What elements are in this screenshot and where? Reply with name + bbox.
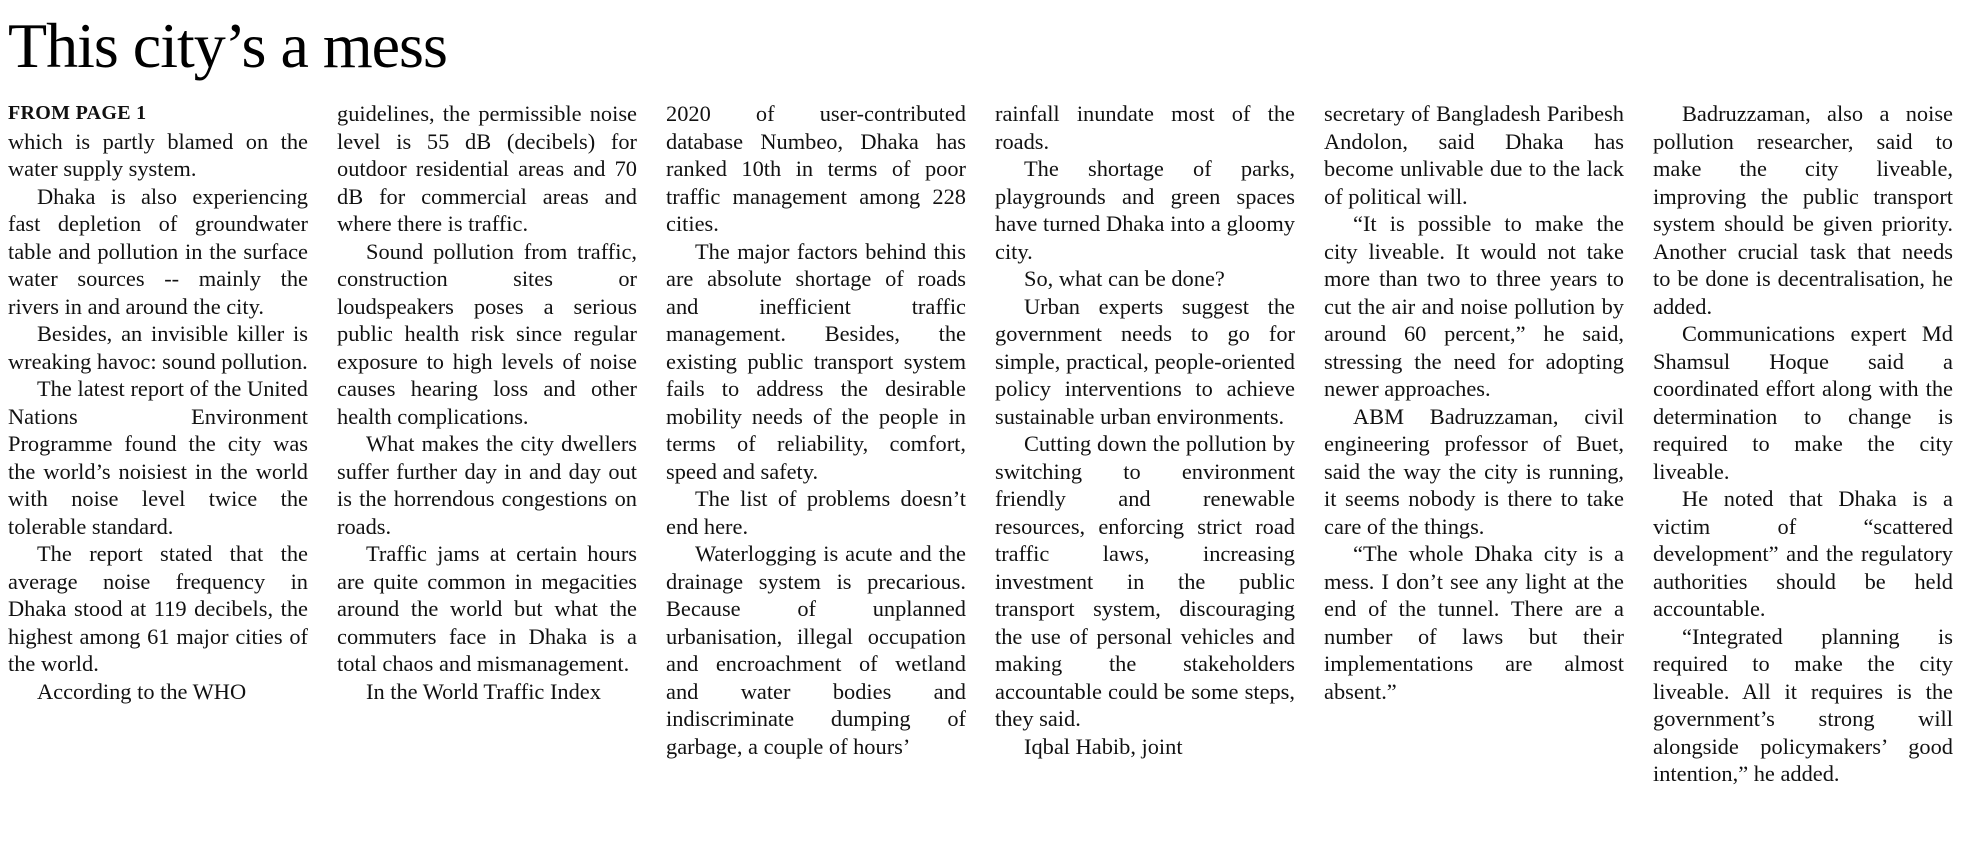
paragraph: “It is possible to make the city liveable. It would not take more than two to three years to cut the air and noise pollution by around 60 percent,” he said, stressing the need for adopting newer approaches.	[1324, 211, 1624, 401]
paragraph: The report stated that the average noise frequency in Dhaka stood at 119 decibels, the highest among 61 major cities of the world.	[8, 541, 308, 676]
headline: This city’s a mess	[8, 10, 447, 81]
paragraph: guidelines, the permissible noise level is 55 dB (decibels) for outdoor residential areas and 70 dB for commercial areas and where there is traffic.	[337, 101, 637, 236]
paragraph: “The whole Dhaka city is a mess. I don’t see any light at the end of the tunnel. There are a number of laws but their implementations are almost absent.”	[1324, 541, 1624, 704]
paragraph: The shortage of parks, playgrounds and green spaces have turned Dhaka into a gloomy city.	[995, 156, 1295, 264]
paragraph: Iqbal Habib, joint	[1024, 733, 1183, 759]
paragraph: Badruzzaman, also a noise pollution researcher, said to make the city liveable, improving the public transport system should be given priority. Another crucial task that needs to be done is decentralisation, he added.	[1653, 101, 1953, 319]
paragraph: Cutting down the pollution by switching to environment friendly and renewable resources, enforcing strict road traffic laws, increasing investment in the public transport system, discouraging the use of personal vehicles and making the stakeholders accountable could be some steps, they said.	[995, 431, 1295, 731]
paragraph: secretary of Bangladesh Paribesh Andolon, said Dhaka has become unlivable due to the lack of political will.	[1324, 101, 1624, 209]
paragraph: which is partly blamed on the water supply system.	[8, 128, 308, 181]
paragraph: 2020 of user-contributed database Numbeo, Dhaka has ranked 10th in terms of poor traffic management among 228 cities.	[666, 101, 966, 236]
paragraph: Urban experts suggest the government needs to go for simple, practical, people-oriented policy interventions to achieve sustainable urban environments.	[995, 293, 1295, 429]
paragraph: The list of problems doesn’t end here.	[666, 486, 966, 539]
article-column-2	[337, 100, 637, 788]
article-column-5	[1324, 100, 1624, 788]
paragraph: “Integrated planning is required to make the city liveable. All it requires is the government’s strong will alongside policymakers’ good intention,” he added.	[1653, 623, 1953, 786]
paragraph: Dhaka is also experiencing fast depletion of groundwater table and pollution in the surface water sources -- mainly the rivers in and around the city.	[8, 183, 308, 319]
paragraph: In the World Traffic Index	[366, 678, 601, 704]
paragraph: Sound pollution from traffic, construction sites or loudspeakers poses a serious public health risk since regular exposure to high levels of noise causes hearing loss and other health complications.	[337, 238, 637, 429]
paragraph: Traffic jams at certain hours are quite common in megacities around the world but what the commuters face in Dhaka is a total chaos and mismanagement.	[337, 541, 637, 676]
paragraph: rainfall inundate most of the roads.	[995, 101, 1295, 154]
article-body	[8, 100, 1955, 788]
article-column-3	[666, 100, 966, 788]
article-column-4	[995, 100, 1295, 788]
article-column-1	[8, 100, 308, 788]
paragraph: Waterlogging is acute and the drainage system is precarious. Because of unplanned urbanisation, illegal occupation and encroachment of wetland and water bodies and indiscriminate dumping of garbage, a couple of hours’	[666, 541, 966, 759]
paragraph: So, what can be done?	[1024, 266, 1225, 291]
paragraph: The major factors behind this are absolute shortage of roads and inefficient traffic management. Besides, the existing public transport system fails to address the desirable mobility needs of the people in terms of reliability, comfort, speed and safety.	[666, 238, 966, 484]
paragraph: He noted that Dhaka is a victim of “scattered development” and the regulatory authorities should be held accountable.	[1653, 486, 1953, 621]
paragraph: Communications expert Md Shamsul Hoque said a coordinated effort along with the determination to change is required to make the city liveable.	[1653, 321, 1953, 484]
paragraph: Besides, an invisible killer is wreaking havoc: sound pollution.	[8, 321, 308, 374]
article-column-6	[1653, 100, 1953, 788]
paragraph: What makes the city dwellers suffer further day in and day out is the horrendous congestions on roads.	[337, 431, 637, 539]
paragraph: ABM Badruzzaman, civil engineering professor of Buet, said the way the city is running, it seems nobody is there to take care of the things.	[1324, 403, 1624, 539]
paragraph: The latest report of the United Nations Environment Programme found the city was the world’s noisiest in the world with noise level twice the tolerable standard.	[8, 376, 308, 539]
paragraph: According to the WHO	[37, 678, 247, 704]
jump-line: FROM PAGE 1	[8, 102, 147, 124]
